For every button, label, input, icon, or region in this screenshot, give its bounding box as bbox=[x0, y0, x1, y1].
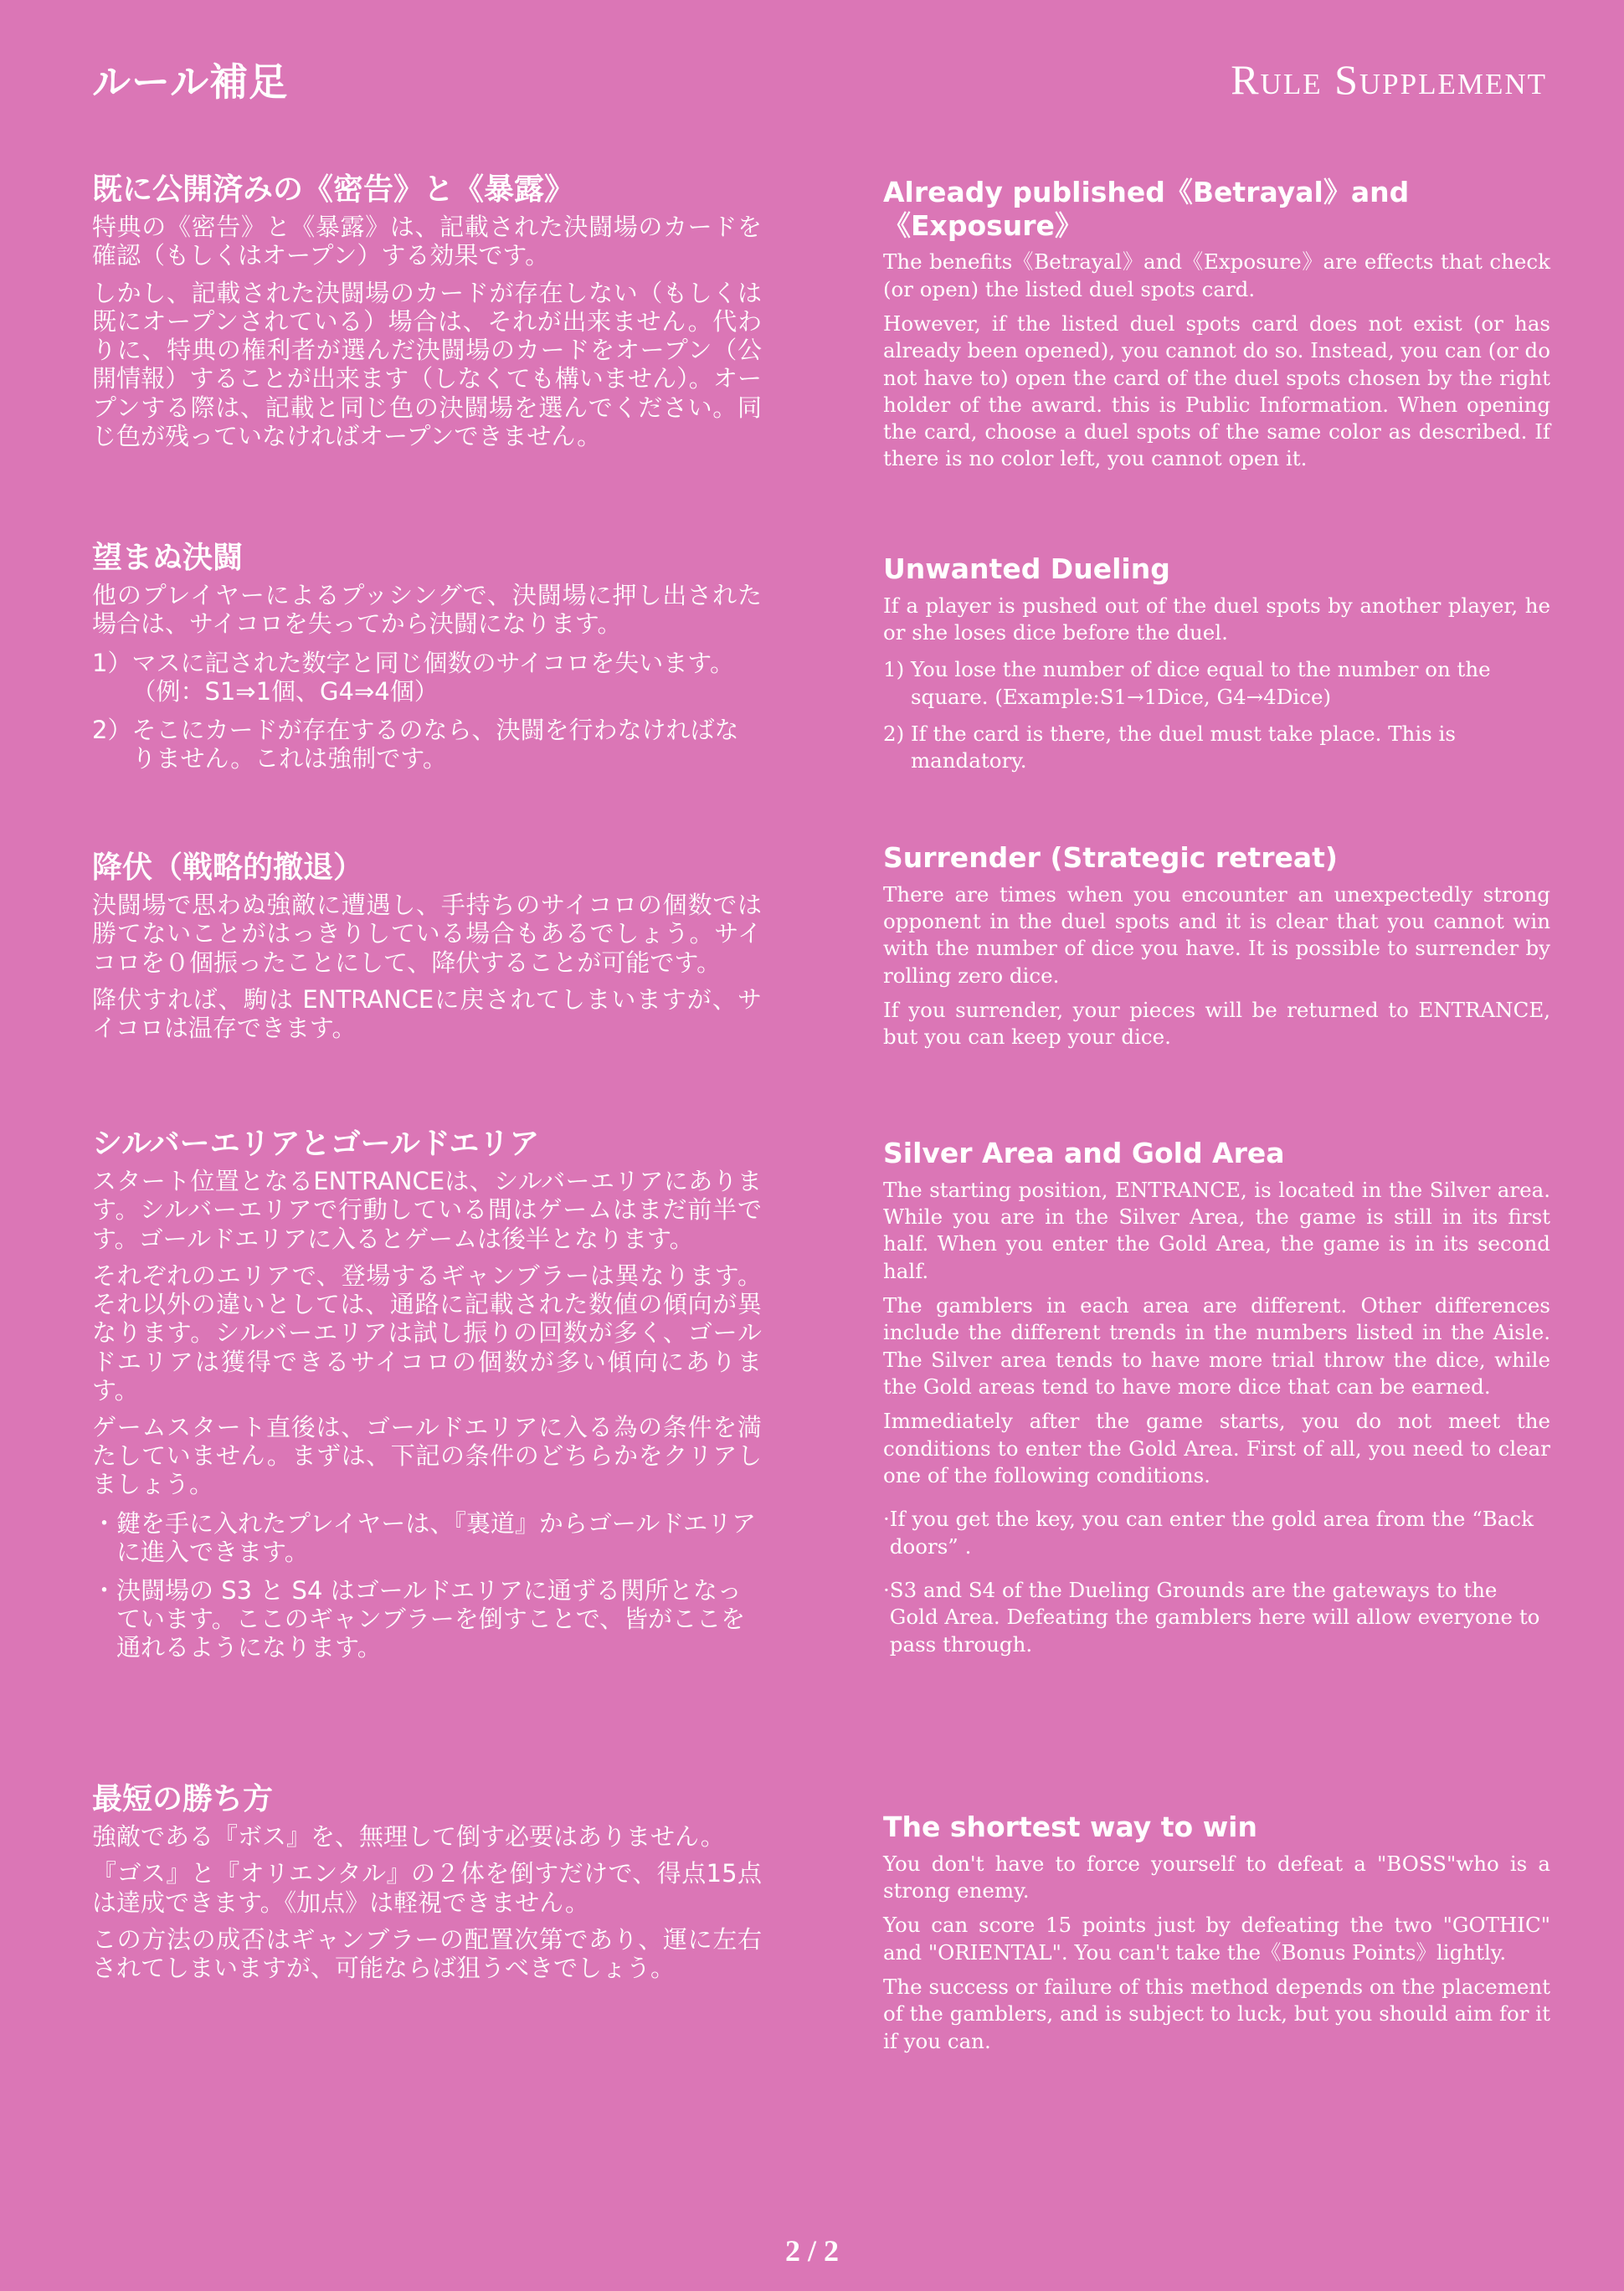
list-text: If you get the key, you can enter the gold area from the “Back doors” . bbox=[889, 1507, 1534, 1559]
en-section-published bbox=[883, 176, 1550, 480]
section-heading: 最短の勝ち方 bbox=[92, 1782, 274, 1816]
list-item bbox=[883, 1506, 1550, 1560]
list-text: そこにカードが存在するのなら、決闘を行わなければなりません。これは強制です。 bbox=[131, 716, 739, 773]
list-text: S3 and S4 of the Dueling Grounds are the gateways to the Gold Area. Defeating the gamblers here will allow everyone to pass through. bbox=[889, 1577, 1540, 1657]
list-text: You lose the number of dice equal to the number on the square. (Example:S1→1Dice, G4→4Dice) bbox=[910, 657, 1491, 709]
paragraph: この方法の成否はギャンブラーの配置次第であり、運に左右されてしまいますが、可能ならば狙うべきでしょう。 bbox=[92, 1924, 762, 1983]
list-marker: 1) bbox=[883, 657, 911, 682]
section-heading: Silver Area and Gold Area bbox=[883, 1137, 1285, 1169]
list-item bbox=[883, 656, 1550, 711]
paragraph: The gamblers in each area are different. Other differences include the different trends in the numbers listed in the Aisle. The Silver area tends to have more trial throw the dice, while the Gold areas tend to have more dice that can be earned. bbox=[883, 1292, 1550, 1399]
list-marker: 1） bbox=[92, 648, 132, 677]
section-heading: シルバーエリアとゴールドエリア bbox=[92, 1127, 540, 1161]
paragraph: You can score 15 points just by defeating the two "GOTHIC" and "ORIENTAL". You can't take the《Bonus Points》lightly. bbox=[883, 1913, 1550, 1965]
list-item bbox=[92, 1576, 762, 1662]
jp-section-shortest-win bbox=[92, 1781, 762, 1990]
paragraph: 降伏すれば、駒は ENTRANCEに戻されてしまいますが、サイコロは温存できます。 bbox=[92, 984, 762, 1043]
paragraph: 強敵である『ボス』を、無理して倒す必要はありません。 bbox=[92, 1822, 725, 1852]
en-section-silver-gold bbox=[883, 1137, 1550, 1662]
list-marker: ・ bbox=[92, 1508, 117, 1538]
list-item bbox=[883, 721, 1550, 775]
paragraph: しかし、記載された決闘場のカードが存在しない（もしくは既にオープンされている）場合は、それが出来ません。代わりに、特典の権利者が選んだ決闘場のカードをオープン（公開情報）することが出来ます（しなくても構いません）。オープンする際は、記載と同じ色の決闘場を選んでください。同じ色が残っていなければオープンできません。 bbox=[92, 278, 762, 450]
paragraph: If a player is pushed out of the duel spots by another player, he or she loses dice before the duel. bbox=[883, 593, 1550, 645]
paragraph: However, if the listed duel spots card does not exist (or has already been opened), you cannot do so. Instead, you can (or do not have to) open the card of the duel spots chosen by the right holder of the award. this is Public Information. When opening the card, choose a duel spots of the same color as described. If there is no color left, you cannot open it. bbox=[883, 311, 1550, 471]
paragraph: 決闘場で思わぬ強敵に遭遇し、手持ちのサイコロの個数では勝てないことがはっきりしている場合もあるでしょう。サイコロを０個振ったことにして、降伏することが可能です。 bbox=[92, 891, 762, 977]
list-marker: 2） bbox=[92, 716, 132, 745]
paragraph: There are times when you encounter an unexpectedly strong opponent in the duel spots and it is clear that you cannot win with the number of dice you have. It is possible to surrender by rolling zero dice. bbox=[883, 881, 1550, 988]
section-heading: Unwanted Dueling bbox=[883, 552, 1170, 585]
section-heading: 降伏（戦略的撤退） bbox=[92, 850, 364, 885]
paragraph: The starting position, ENTRANCE, is located in the Silver area. While you are in the Silver Area, the game is still in its first half. When you enter the Gold Area, the game is in its second half. bbox=[883, 1177, 1550, 1283]
list-item bbox=[92, 716, 762, 773]
list-item bbox=[883, 1577, 1550, 1658]
section-heading: Already published《Betrayal》and《Exposure》 bbox=[883, 176, 1410, 242]
paragraph: You don't have to force yourself to defeat a "BOSS"who is a strong enemy. bbox=[883, 1851, 1550, 1903]
list-marker: · bbox=[883, 1507, 890, 1532]
paragraph: ゲームスタート直後は、ゴールドエリアに入る為の条件を満たしていません。まずは、下記の条件のどちらかをクリアしましょう。 bbox=[92, 1412, 762, 1499]
jp-section-silver-gold bbox=[92, 1126, 762, 1667]
list-text: 決闘場の S3 と S4 はゴールドエリアに通ずる関所となっています。ここのギャンブラーを倒すことで、皆がここを通れるようになります。 bbox=[116, 1576, 746, 1662]
jp-section-published bbox=[92, 172, 762, 459]
list-item bbox=[92, 1509, 762, 1566]
paragraph: The benefits《Betrayal》and《Exposure》are effects that check (or open) the listed duel spots card. bbox=[883, 249, 1550, 301]
section-heading: 望まぬ決闘 bbox=[92, 541, 244, 575]
list-marker: ・ bbox=[92, 1576, 117, 1605]
jp-section-surrender bbox=[92, 850, 762, 1050]
list-marker: · bbox=[883, 1577, 890, 1602]
list-marker: 2) bbox=[883, 721, 911, 746]
list-text: 鍵を手に入れたプレイヤーは、『裏道』からゴールドエリアに進入できます。 bbox=[116, 1508, 757, 1566]
paragraph: Immediately after the game starts, you do not meet the conditions to enter the Gold Area. First of all, you need to clear one of the following conditions. bbox=[883, 1409, 1550, 1487]
en-section-unwanted-dueling bbox=[883, 552, 1550, 778]
page-title-jp: ルール補足 bbox=[92, 59, 289, 105]
en-section-surrender bbox=[883, 841, 1550, 1059]
jp-section-unwanted-dueling bbox=[92, 540, 762, 778]
paragraph: 『ゴス』と『オリエンタル』の２体を倒すだけで、得点15点は達成できます。《加点》は軽視できません。 bbox=[92, 1859, 762, 1917]
paragraph: The success or failure of this method depends on the placement of the gamblers, and is subject to luck, but you should aim for it if you can. bbox=[883, 1974, 1550, 2053]
section-heading: 既に公開済みの《密告》と《暴露》 bbox=[92, 172, 575, 207]
list-text: マスに記された数字と同じ個数のサイコロを失います。（例：S1⇒1個、G4⇒4個） bbox=[131, 648, 734, 706]
paragraph: それぞれのエリアで、登場するギャンブラーは異なります。それ以外の違いとしては、通路に記載された数値の傾向が異なります。シルバーエリアは試し振りの回数が多く、ゴールドエリアは獲得できるサイコロの個数が多い傾向にあります。 bbox=[92, 1261, 762, 1405]
page-title-en: Rule Supplement bbox=[1231, 56, 1547, 103]
section-heading: Surrender (Strategic retreat) bbox=[883, 841, 1338, 874]
paragraph: If you surrender, your pieces will be returned to ENTRANCE, but you can keep your dice. bbox=[883, 997, 1550, 1050]
list-text: If the card is there, the duel must take place. This is mandatory. bbox=[910, 721, 1456, 773]
section-heading: The shortest way to win bbox=[883, 1811, 1257, 1843]
paragraph: 特典の《密告》と《暴露》は、記載された決闘場のカードを確認（もしくはオープン）する効果です。 bbox=[92, 213, 762, 270]
list-item bbox=[92, 649, 762, 706]
paragraph: 他のプレイヤーによるプッシングで、決闘場に押し出された場合は、サイコロを失ってから決闘になります。 bbox=[92, 581, 762, 639]
paragraph: スタート位置となるENTRANCEは、シルバーエリアにあります。シルバーエリアで行動している間はゲームはまだ前半です。ゴールドエリアに入るとゲームは後半となります。 bbox=[92, 1167, 762, 1253]
en-section-shortest-win bbox=[883, 1811, 1550, 2062]
page-number: 2 / 2 bbox=[784, 2234, 839, 2268]
